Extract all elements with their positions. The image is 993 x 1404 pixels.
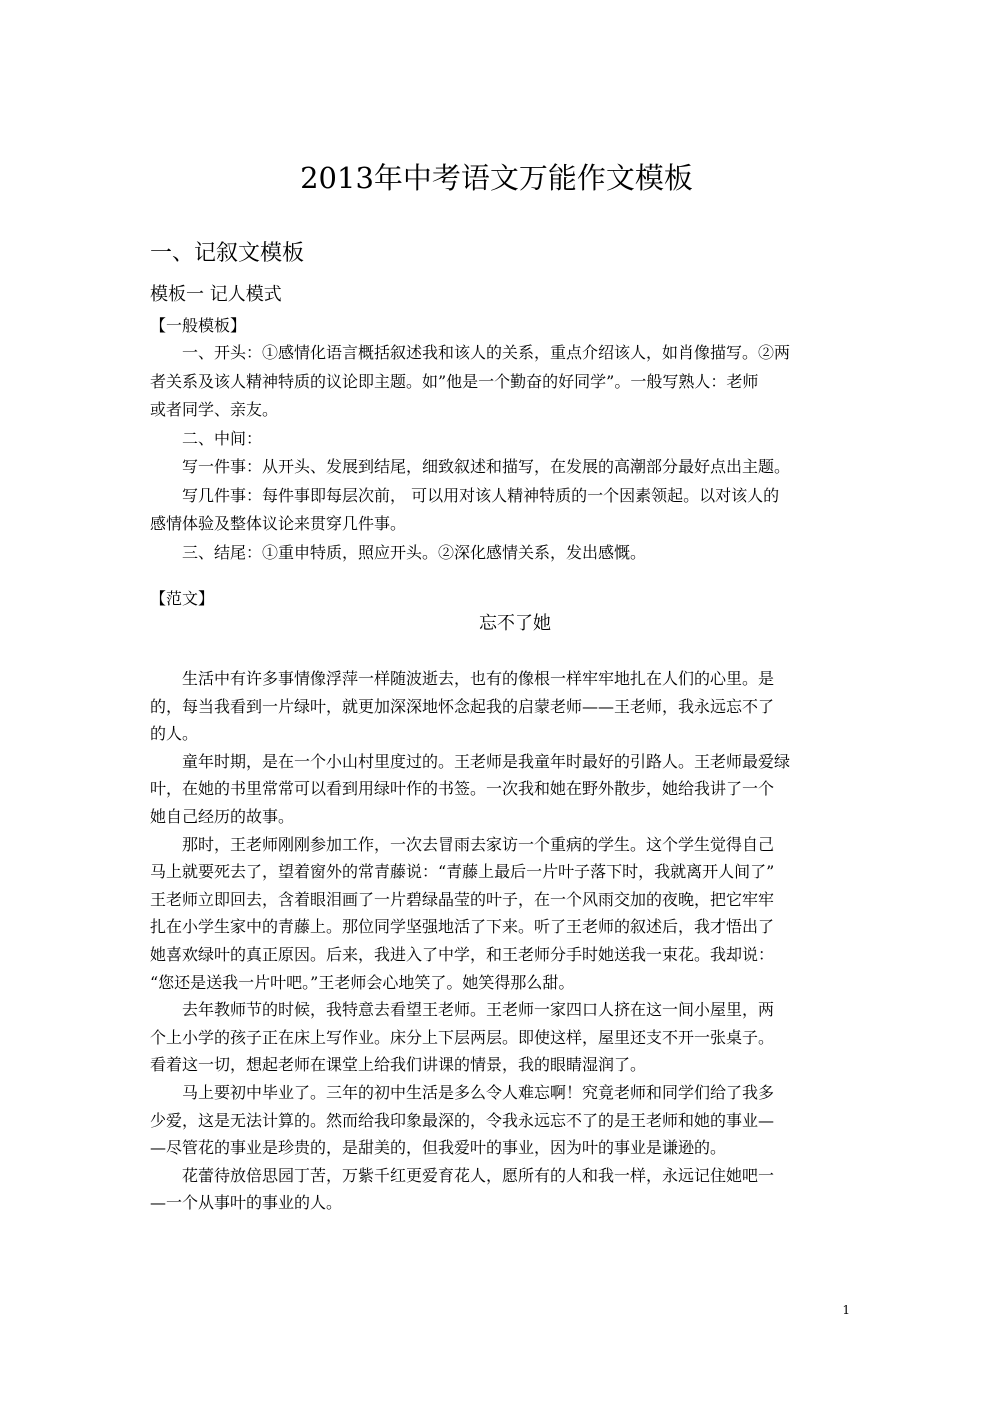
essay-line: 童年时期，是在一个小山村里度过的。王老师是我童年时最好的引路人。王老师最爱绿 [150, 751, 791, 771]
example-essay-label: 【范文】 [150, 589, 215, 608]
page-number: 1 [842, 1303, 850, 1317]
essay-line: 叶，在她的书里常常可以看到用绿叶作的书签。一次我和她在野外散步，她给我讲了一个 [150, 779, 775, 799]
essay-line: 王老师立即回去，含着眼泪画了一片碧绿晶莹的叶子，在一个风雨交加的夜晚，把它牢牢 [150, 889, 775, 909]
template-heading: 模板一 记人模式 [150, 284, 282, 305]
essay-line: —一个从事叶的事业的人。 [150, 1193, 343, 1213]
template-body [150, 339, 846, 567]
essay-line: 的，每当我看到一片绿叶，就更加深深地怀念起我的启蒙老师——王老师，我永远忘不了 [150, 696, 775, 716]
template-line: 或者同学、亲友。 [150, 400, 279, 419]
essay-body [150, 665, 846, 1217]
essay-line: 看着这一切，想起老师在课堂上给我们讲课的情景，我的眼睛湿润了。 [150, 1055, 647, 1075]
template-line: 写几件事：每件事即每层次前， 可以用对该人精神特质的一个因素领起。以对该人的 [150, 485, 780, 505]
essay-line: 去年教师节的时候，我特意去看望王老师。王老师一家四口人挤在这一间小屋里，两 [150, 1000, 775, 1020]
essay-title: 忘不了她 [479, 613, 551, 634]
essay-line: 她自己经历的故事。 [150, 806, 295, 826]
essay-line: 花蕾待放倍思园丁苦，万紫千红更爱育花人，愿所有的人和我一样，永远记住她吧一 [150, 1165, 775, 1185]
essay-line: 她喜欢绿叶的真正原因。后来，我进入了中学，和王老师分手时她送我一束花。我却说： [150, 944, 775, 964]
template-line: 者关系及该人精神特质的议论即主题。如”他是一个勤奋的好同学”。一般写熟人：老师 [150, 371, 759, 391]
template-line: 二、中间： [150, 428, 263, 448]
general-template-label: 【一般模板】 [150, 316, 247, 335]
template-line: 一、开头：①感情化语言概括叙述我和该人的关系，重点介绍该人，如肖像描写。②两 [150, 343, 791, 362]
template-line: 写一件事：从开头、发展到结尾，细致叙述和描写，在发展的高潮部分最好点出主题。 [150, 457, 791, 476]
template-line: 感情体验及整体议论来贯穿几件事。 [150, 514, 407, 533]
template-line: 三、结尾：①重申特质，照应开头。②深化感情关系，发出感慨。 [150, 542, 647, 562]
essay-line: 扎在小学生家中的青藤上。那位同学坚强地活了下来。听了王老师的叙述后，我才悟出了 [150, 917, 775, 937]
essay-line: 那时，王老师刚刚参加工作，一次去冒雨去家访一个重病的学生。这个学生觉得自己 [150, 834, 775, 854]
essay-line: 少爱，这是无法计算的。然而给我印象最深的，令我永远忘不了的是王老师和她的事业— [150, 1110, 775, 1130]
essay-line: “您还是送我一片叶吧。”王老师会心地笑了。她笑得那么甜。 [150, 972, 575, 992]
section-heading: 一、记叙文模板 [150, 241, 305, 266]
essay-line: 马上就要死去了，望着窗外的常青藤说：“青藤上最后一片叶子落下时，我就离开人间了” [150, 862, 775, 882]
essay-line: 生活中有许多事情像浮萍一样随波逝去，也有的像根一样牢牢地扎在人们的心里。是 [150, 669, 775, 688]
essay-line: 的人。 [150, 724, 199, 744]
essay-line: 马上要初中毕业了。三年的初中生活是多么令人难忘啊！究竟老师和同学们给了我多 [150, 1082, 775, 1102]
document-title: 2013年中考语文万能作文模板 [300, 161, 693, 195]
essay-line: —尽管花的事业是珍贵的，是甜美的，但我爱叶的事业，因为叶的事业是谦逊的。 [150, 1138, 727, 1158]
essay-line: 个上小学的孩子正在床上写作业。床分上下层两层。即使这样，屋里还支不开一张桌子。 [150, 1027, 775, 1047]
